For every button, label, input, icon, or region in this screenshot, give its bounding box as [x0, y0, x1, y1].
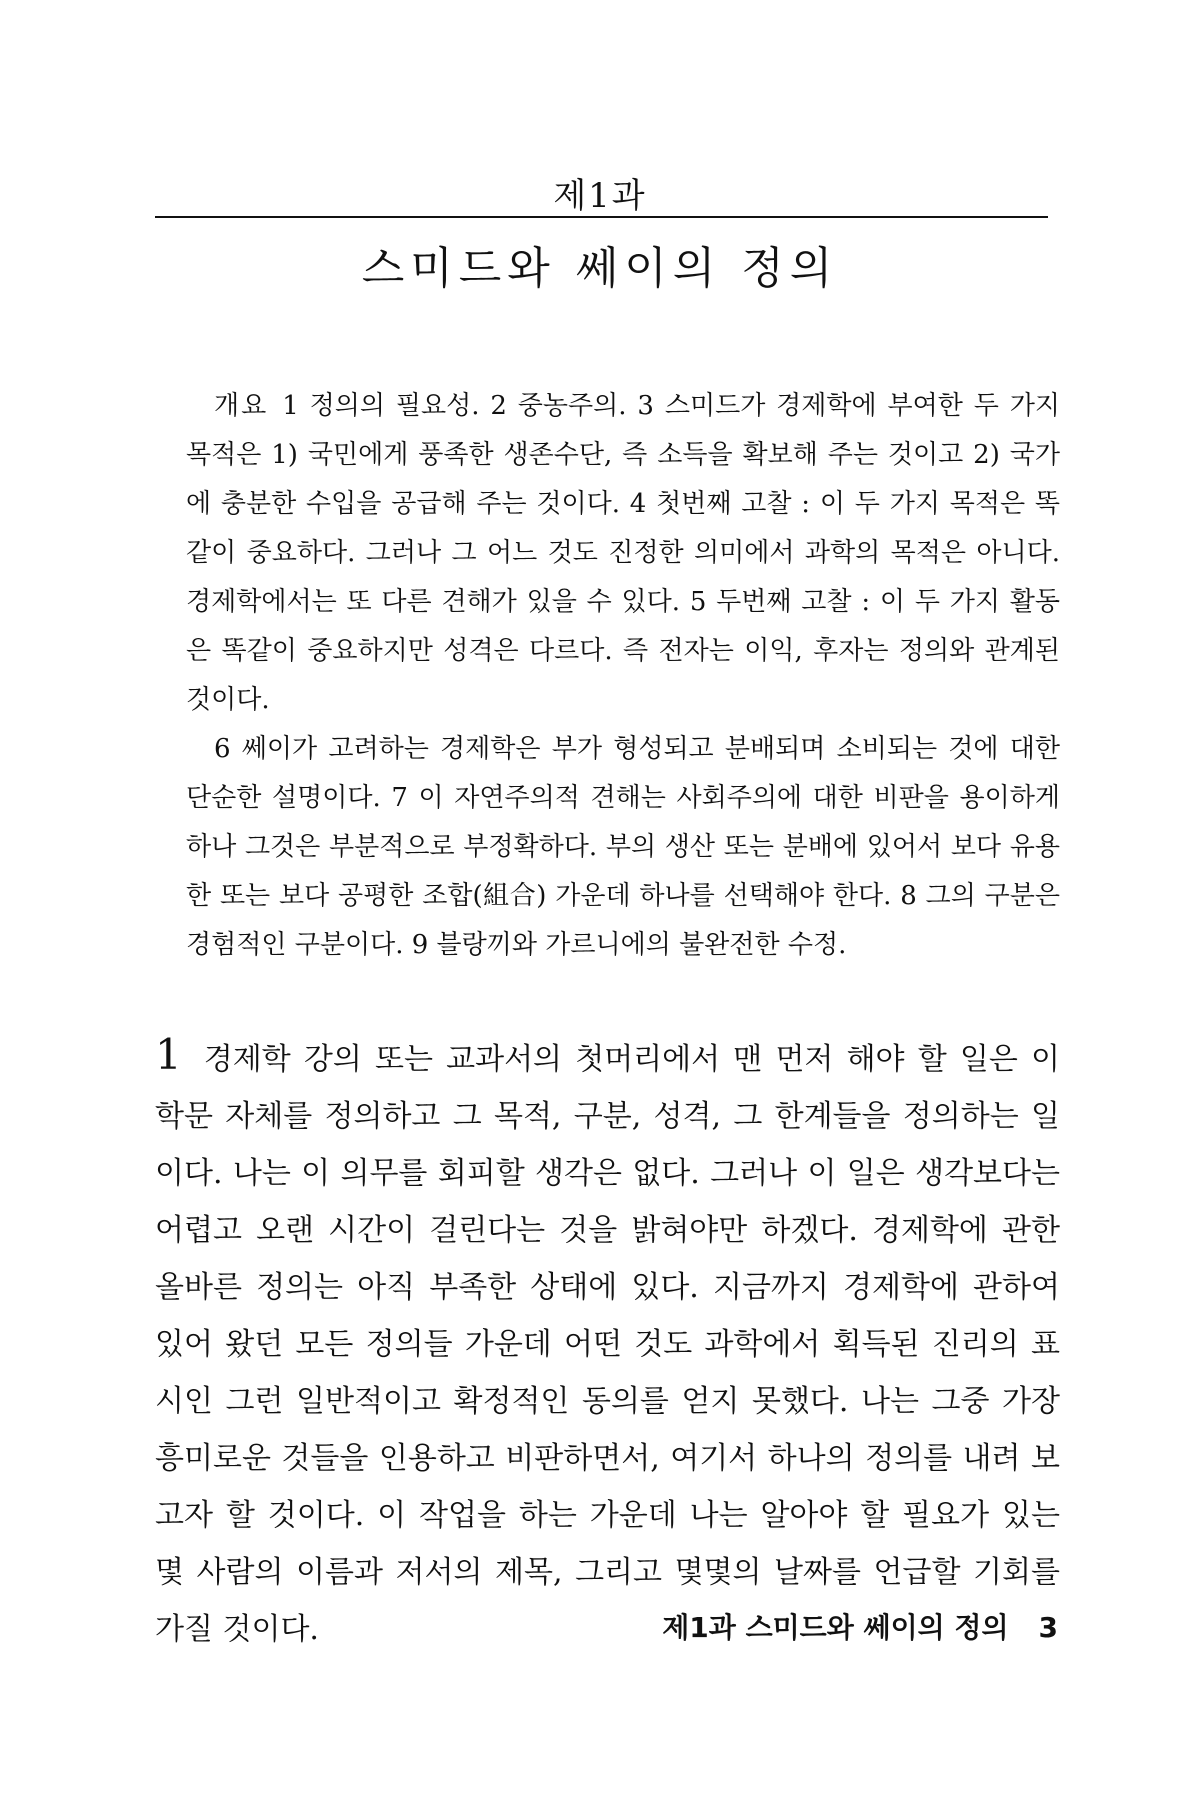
body-paragraph-text: 경제학 강의 또는 교과서의 첫머리에서 맨 먼저 해야 할 일은 이 학문 자체를 정의하고 그 목적, 구분, 성격, 그 한계들을 정의하는 일이다. 나는 이 의무를 회피할 생각은 없다. 그러나 이 일은 생각보다는 어렵고 오랜 시간이 걸린다는 것을 밝혀야만 하겠다. 경제학에 관한 올바른 정의는 아직 부족한 상태에 있다. 지금까지 경제학에 관하여 있어 왔던 모든 정의들 가운데 어떤 것도 과학에서 획득된 진리의 표시인 그런 일반적이고 확정적인 동의를 얻지 못했다. 나는 그중 가장 흥미로운 것들을 인용하고 비판하면서, 여기서 하나의 정의를 내려 보고자 할 것이다. 이 작업을 하는 가운데 나는 알아야 할 필요가 있는 몇 사람의 이름과 저서의 제목, 그리고 몇몇의 날짜를 언급할 기회를 가질 것이다.	[155, 1042, 1060, 1647]
chapter-summary	[186, 382, 1060, 970]
summary-paragraph-2	[186, 725, 1060, 970]
body-paragraph-1	[155, 1026, 1060, 1658]
running-footer	[662, 1606, 1058, 1646]
summary-lead: 개요	[214, 391, 269, 421]
chapter-title: 스미드와 쎄이의 정의	[361, 243, 839, 294]
lesson-label: 제1과	[553, 176, 647, 216]
summary-text-2: 6 쎄이가 고려하는 경제학은 부가 형성되고 분배되며 소비되는 것에 대한 단순한 설명이다. 7 이 자연주의적 견해는 사회주의에 대한 비판을 용이하게 하나 그것은 부분적으로 부정확하다. 부의 생산 또는 분배에 있어서 보다 유용한 또는 보다 공평한 조합(組合) 가운데 하나를 선택해야 한다. 8 그의 구분은 경험적인 구분이다. 9 블랑끼와 가르니에의 불완전한 수정.	[186, 734, 1060, 960]
running-head: 제1과 스미드와 쎄이의 정의	[662, 1611, 1009, 1644]
page-number: 3	[1038, 1611, 1058, 1644]
paragraph-number: 1	[155, 1030, 182, 1079]
title-divider	[155, 216, 1048, 218]
main-body	[155, 1026, 1060, 1658]
summary-paragraph-1	[186, 382, 1060, 725]
summary-text-1: 1 정의의 필요성. 2 중농주의. 3 스미드가 경제학에 부여한 두 가지 목적은 1) 국민에게 풍족한 생존수단, 즉 소득을 확보해 주는 것이고 2) 국가에 충분한 수입을 공급해 주는 것이다. 4 첫번째 고찰 : 이 두 가지 목적은 똑같이 중요하다. 그러나 그 어느 것도 진정한 의미에서 과학의 목적은 아니다. 경제학에서는 또 다른 견해가 있을 수 있다. 5 두번째 고찰 : 이 두 가지 활동은 똑같이 중요하지만 성격은 다르다. 즉 전자는 이익, 후자는 정의와 관계된 것이다.	[186, 391, 1060, 715]
